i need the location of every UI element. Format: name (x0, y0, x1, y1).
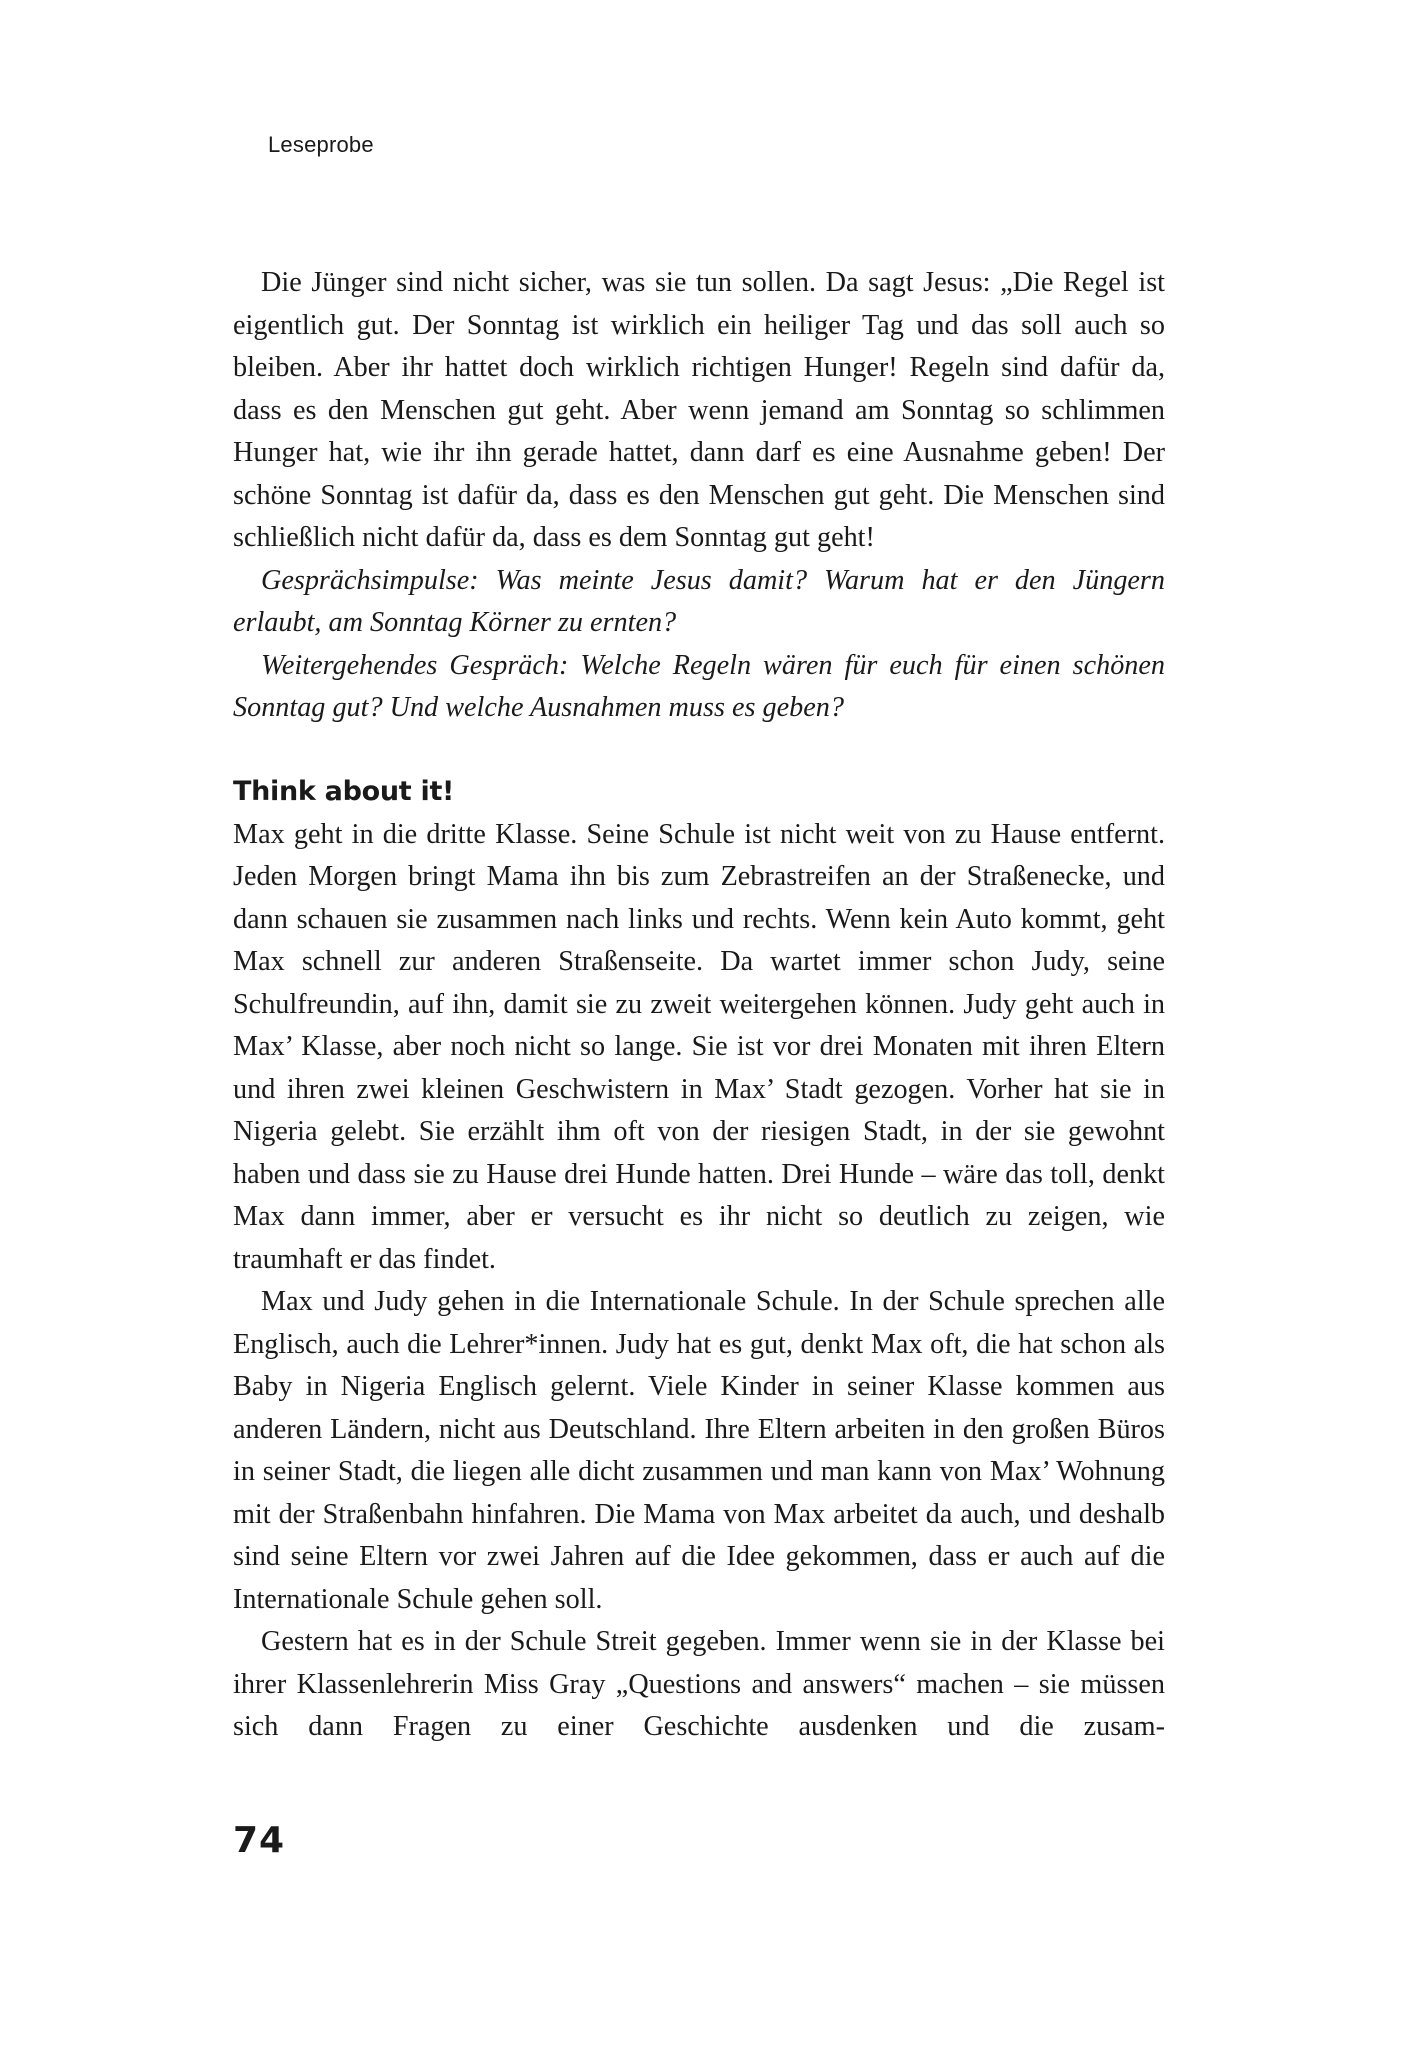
body-text (233, 262, 1165, 1749)
story-paragraph: Die Jünger sind nicht sicher, was sie tun sollen. Da sagt Jesus: „Die Regel ist eigentlich gut. Der Sonntag ist wirklich ein heiliger Tag und das soll auch so bleiben. Aber ihr hattet doch wirklich richtigen Hunger! Regeln sind dafür da, dass es den Menschen gut geht. Aber wenn jemand am Sonntag so schlimmen Hunger hat, wie ihr ihn gerade hattet, dann darf es eine Ausnahme geben! Der schöne Sonntag ist dafür da, dass es den Menschen gut geht. Die Menschen sind schließlich nicht dafür da, dass es dem Sonntag gut geht! (233, 267, 1165, 553)
story-paragraph: Gestern hat es in der Schule Streit gegeben. Immer wenn sie in der Klasse bei ihrer Klassenlehrerin Miss Gray „Questions and answers“ machen – sie müssen sich dann Fragen zu einer Geschichte ausdenken und die zusam- (233, 1626, 1165, 1742)
running-header: Leseprobe (268, 132, 374, 157)
further-discussion: Weitergehendes Gespräch: Welche Regeln wären für euch für einen schönen Sonntag gut? Und welche Ausnahmen muss es geben? (233, 649, 1165, 723)
story-paragraph: Max geht in die dritte Klasse. Seine Schule ist nicht weit von zu Hause entfernt. Jeden Morgen bringt Mama ihn bis zum Zebrastreifen an der Straßenecke, und dann schauen sie zusammen nach links und rechts. Wenn kein Auto kommt, geht Max schnell zur anderen Straßenseite. Da wartet immer schon Judy, seine Schulfreundin, auf ihn, damit sie zu zweit weitergehen können. Judy geht auch in Max’ Klasse, aber noch nicht so lange. Sie ist vor drei Monaten mit ihren Eltern und ihren zwei kleinen Geschwistern in Max’ Stadt gezogen. Vorher hat sie in Nigeria gelebt. Sie erzählt ihm oft von der riesigen Stadt, in der sie gewohnt haben und dass sie zu Hause drei Hunde hatten. Drei Hunde – wäre das toll, denkt Max dann immer, aber er versucht es ihr nicht so deutlich zu zeigen, wie traumhaft er das findet. (233, 818, 1165, 1275)
story-paragraph: Max und Judy gehen in die Internationale Schule. In der Schule sprechen alle Englisch, auch die Lehrer*innen. Judy hat es gut, denkt Max oft, die hat schon als Baby in Nigeria Englisch gelernt. Viele Kinder in seiner Klasse kommen aus anderen Ländern, nicht aus Deutschland. Ihre Eltern arbeiten in den großen Büros in seiner Stadt, die liegen alle dicht zusammen und man kann von Max’ Wohnung mit der Straßenbahn hinfahren. Die Mama von Max arbeitet da auch, und deshalb sind seine Eltern vor zwei Jahren auf die Idee gekommen, dass er auch auf die Internationale Schule gehen soll. (233, 1286, 1165, 1615)
section-heading: Think about it! (233, 775, 455, 807)
page-number: 74 (233, 1820, 286, 1861)
conversation-impulse: Gesprächsimpulse: Was meinte Jesus damit? Warum hat er den Jüngern erlaubt, am Sonntag Körner zu ernten? (233, 564, 1165, 638)
